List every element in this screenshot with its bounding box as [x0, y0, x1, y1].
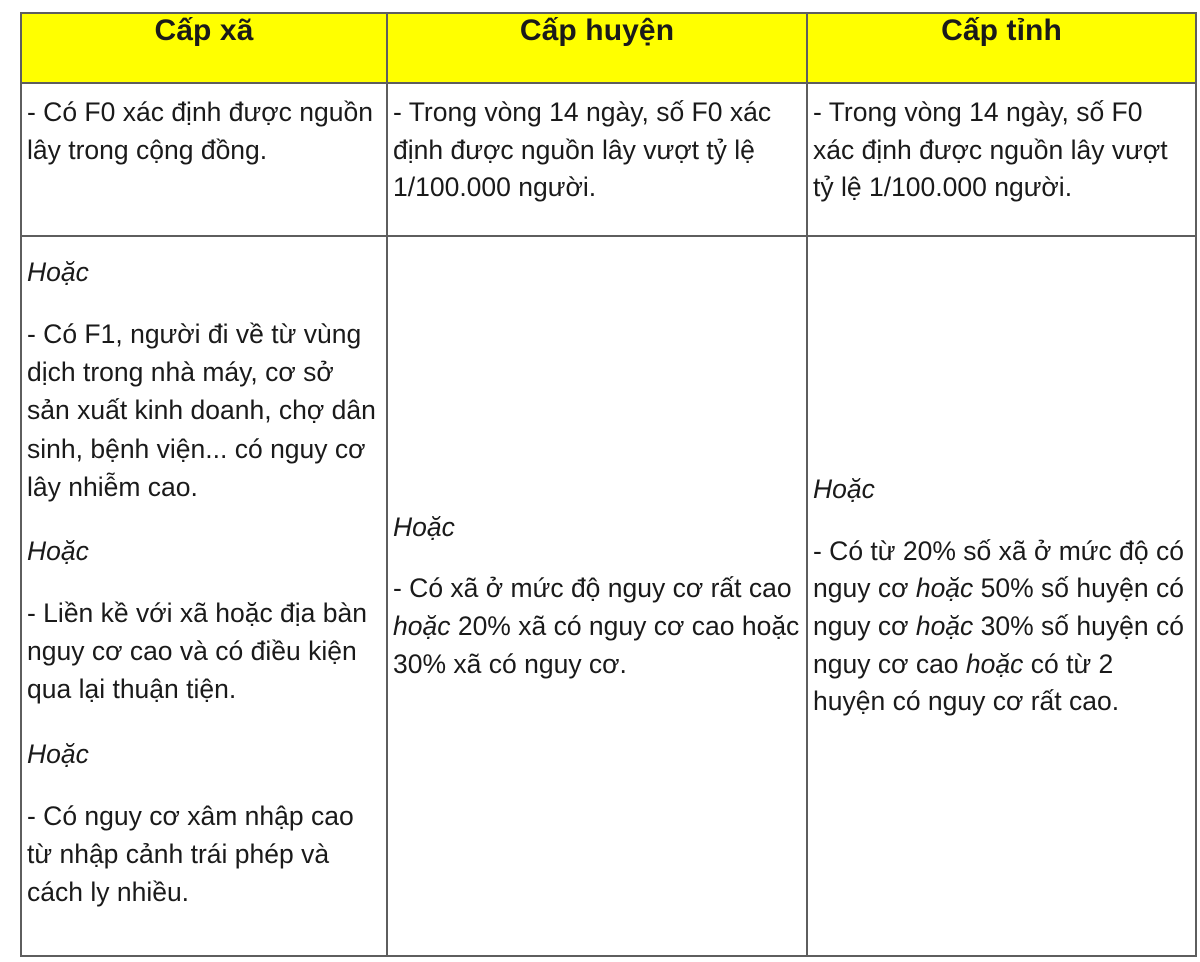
province-row1-text: - Trong vòng 14 ngày, số F0 xác định được nguồn lây vượt tỷ lệ 1/100.000 người. [813, 97, 1168, 203]
cell-commune-row1 [21, 83, 387, 236]
district-row2-or-1: Hoặc [393, 511, 455, 542]
cell-commune-row2 [21, 236, 387, 956]
district-row2-item-1-part-2: 20% xã có nguy cơ cao hoặc 30% xã có nguy cơ. [393, 611, 800, 679]
cell-province-row1 [807, 83, 1196, 236]
province-row2-item-1-part-3: 30% số huyện có nguy cơ cao [813, 611, 1184, 679]
district-row2-item-1-emphasis-1: hoặc [393, 611, 451, 641]
table-header [21, 13, 1196, 83]
cell-district-row1 [387, 83, 807, 236]
district-row2-item-1 [393, 570, 800, 683]
province-row2-item-1-emphasis-1: hoặc [915, 573, 974, 604]
commune-row2-or-1: Hoặc [27, 257, 89, 287]
commune-row2-item-2: - Liền kề với xã hoặc địa bàn nguy cơ cao và có điều kiện qua lại thuận tiện. [27, 598, 367, 705]
table-row [21, 236, 1196, 956]
header-commune: Cấp xã [21, 13, 387, 83]
header-province: Cấp tỉnh [807, 13, 1196, 83]
commune-row2-or-2: Hoặc [27, 535, 89, 566]
cell-district-row2 [387, 236, 807, 956]
province-row2-item-1-emphasis-3: hoặc [965, 648, 1024, 679]
province-row2-item-1-part-2: 50% số huyện có nguy cơ [813, 573, 1184, 641]
table-header-row [21, 13, 1196, 83]
province-row2-item-1 [813, 533, 1189, 721]
commune-row2-item-1: - Có F1, người đi về từ vùng dịch trong nhà máy, cơ sở sản xuất kinh doanh, chợ dân sinh, bệnh viện... có nguy cơ lây nhiễm cao. [27, 319, 376, 502]
province-row2-item-1-part-1: - Có từ 20% số xã ở mức độ có nguy cơ [813, 535, 1184, 604]
table-body [21, 83, 1196, 956]
commune-row2-item-3: - Có nguy cơ xâm nhập cao từ nhập cảnh trái phép và cách ly nhiều. [27, 800, 354, 908]
province-row2-item-1-emphasis-2: hoặc [915, 611, 974, 641]
table-row [21, 83, 1196, 236]
commune-row1-text: - Có F0 xác định được nguồn lây trong cộng đồng. [27, 97, 373, 165]
district-row2-item-1-part-1: - Có xã ở mức độ nguy cơ rất cao [393, 573, 792, 604]
province-row2-item-1-part-4: có từ 2 huyện có nguy cơ rất cao. [813, 648, 1120, 717]
header-district: Cấp huyện [387, 13, 807, 83]
cell-province-row2 [807, 236, 1196, 956]
district-row1-text: - Trong vòng 14 ngày, số F0 xác định được nguồn lây vượt tỷ lệ 1/100.000 người. [393, 97, 772, 203]
commune-row2-or-3: Hoặc [27, 738, 89, 769]
risk-criteria-table [20, 12, 1197, 957]
province-row2-or-1: Hoặc [813, 474, 875, 505]
